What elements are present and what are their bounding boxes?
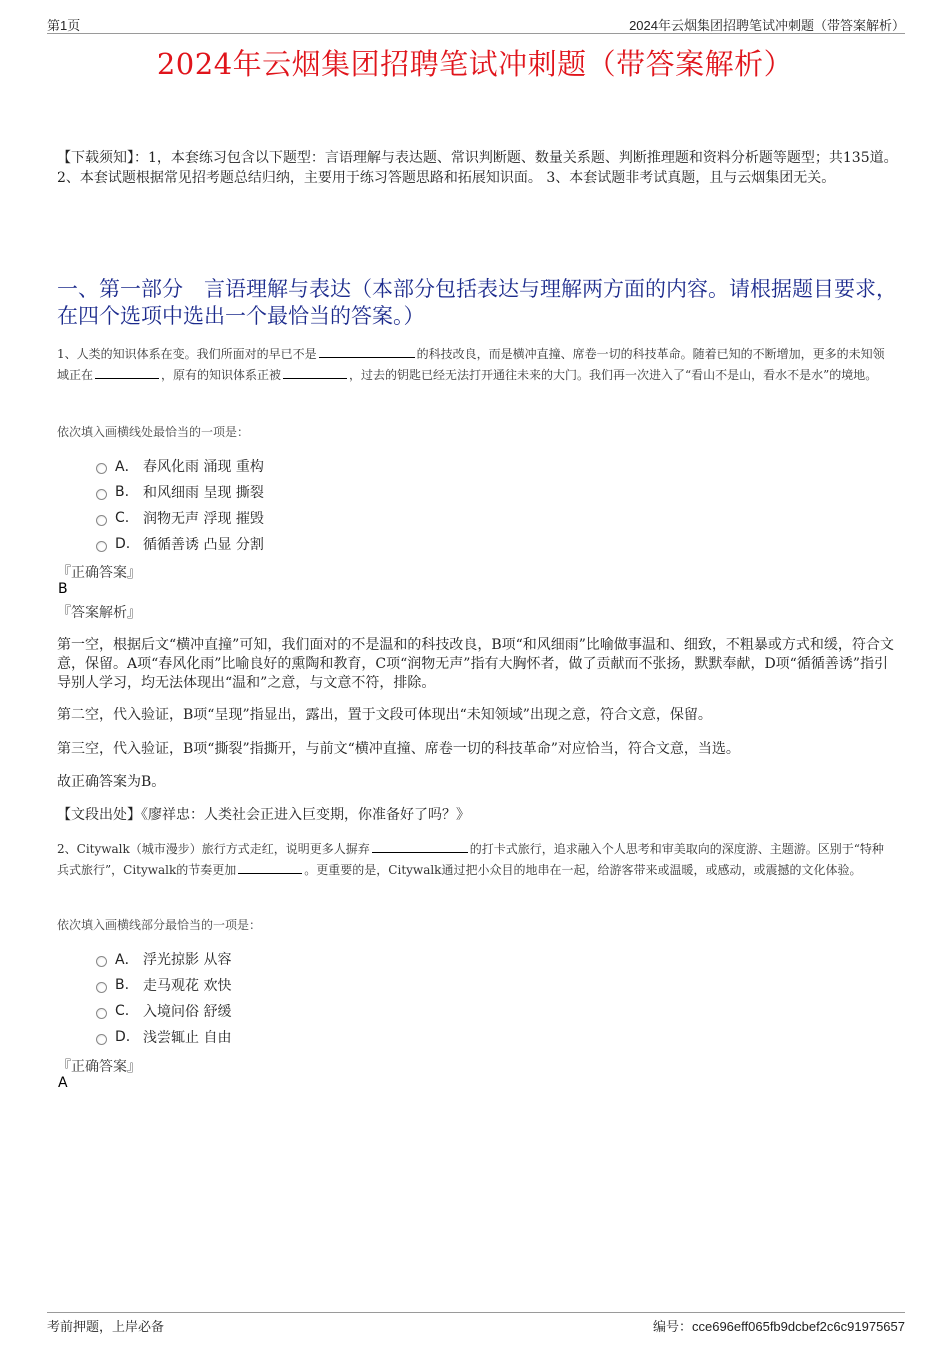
- radio-icon[interactable]: [96, 489, 107, 500]
- stem-text: 的科技改良，而是横冲直撞、席卷一切的科技革命。随着已知的不断增加，更多的未知领域正在: [57, 347, 885, 382]
- option-b[interactable]: [96, 972, 231, 998]
- stem-text: ，原有的知识体系正被: [161, 368, 282, 382]
- stem-text: 的打卡式旅行，追求融入个人思考和审美取向的深度游、主题游。区别于“特种兵式旅行”，Citywalk的节奏更加: [57, 842, 884, 877]
- option-letter: C.: [115, 510, 130, 526]
- blank-2: [95, 365, 159, 379]
- question-2-prompt: 依次填入画横线部分最恰当的一项是：: [57, 918, 262, 932]
- question-2-stem: [57, 839, 895, 881]
- header-doc-title: 2024年云烟集团招聘笔试冲刺题（带答案解析）: [629, 18, 905, 33]
- question-1-stem: [57, 344, 895, 386]
- analysis-paragraph-3: 第三空，代入验证，B项“撕裂”指撕开，与前文“横冲直撞、席卷一切的科技革命”对应恰当，符合文意，当选。: [57, 741, 740, 757]
- radio-icon[interactable]: [96, 956, 107, 967]
- stem-text: 2、Citywalk（城市漫步）旅行方式走红，说明更多人摒弃: [57, 842, 370, 856]
- option-text: 走马观花 欢快: [143, 978, 232, 994]
- document-code: 编号：cce696eff065fb9dcbef2c6c91975657: [652, 1319, 905, 1334]
- option-text: 浮光掠影 从容: [143, 952, 232, 968]
- radio-icon[interactable]: [96, 541, 107, 552]
- question-2-options: [96, 946, 231, 1050]
- option-a[interactable]: [96, 946, 231, 972]
- option-d[interactable]: [96, 531, 264, 557]
- correct-answer-label: 『正确答案』: [57, 565, 141, 581]
- option-letter: A．: [115, 952, 139, 968]
- page-footer: [47, 1312, 905, 1334]
- analysis-paragraph-1: 第一空，根据后文“横冲直撞”可知，我们面对的不是温和的科技改良，B项“和风细雨”比喻做事温和、细致，不粗暴或方式和缓，符合文意，保留。A项“春风化雨”比喻良好的熏陶和教育，C项“润物无声”指有大胸怀者，做了贡献而不张扬，默默奉献，D项“循循善诱”指引导别人学习，均无法体现出“温和”之意，与文意不符，排除。: [57, 637, 894, 691]
- radio-icon[interactable]: [96, 1034, 107, 1045]
- option-d[interactable]: [96, 1024, 231, 1050]
- option-c[interactable]: [96, 505, 264, 531]
- radio-icon[interactable]: [96, 982, 107, 993]
- option-text: 入境问俗 舒缓: [143, 1004, 232, 1020]
- option-text: 润物无声 浮现 摧毁: [143, 511, 264, 527]
- option-c[interactable]: [96, 998, 231, 1024]
- option-letter: B.: [115, 977, 130, 993]
- option-letter: D.: [115, 536, 131, 552]
- option-letter: D.: [115, 1029, 131, 1045]
- radio-icon[interactable]: [96, 1008, 107, 1019]
- option-text: 春风化雨 涌现 重构: [143, 459, 264, 475]
- blank-1: [319, 344, 415, 358]
- page-header: [47, 14, 905, 34]
- download-notice: 【下载须知】：1，本套练习包含以下题型：言语理解与表达题、常识判断题、数量关系题、判断推理题和资料分析题等题型；共135道。 2、本套试题根据常见招考题总结归纳，主要用于练习答题思路和拓展知识面。 3、本套试题非考试真题，且与云烟集团无关。: [57, 150, 898, 186]
- analysis-paragraph-2: 第二空，代入验证，B项“呈现”指显出，露出，置于文段可体现出“未知领域”出现之意，符合文意，保留。: [57, 707, 712, 723]
- correct-answer: B: [58, 581, 68, 597]
- option-letter: C.: [115, 1003, 130, 1019]
- footer-slogan: 考前押题，上岸必备: [47, 1319, 165, 1334]
- question-1-prompt: 依次填入画横线处最恰当的一项是：: [57, 425, 250, 439]
- document-title: 2024年云烟集团招聘笔试冲刺题（带答案解析）: [156, 47, 794, 81]
- analysis-conclusion: 故正确答案为B。: [57, 774, 166, 790]
- option-letter: A．: [115, 459, 139, 475]
- section-heading: 一、第一部分 言语理解与表达（本部分包括表达与理解两方面的内容。请根据题目要求，在四个选项中选出一个最恰当的答案。）: [57, 277, 897, 328]
- page-number: 第1页: [47, 18, 81, 33]
- passage-source: 【文段出处】《廖祥忠：人类社会正进入巨变期，你准备好了吗？》: [57, 807, 470, 823]
- option-a[interactable]: [96, 453, 264, 479]
- blank-1: [372, 839, 468, 853]
- option-b[interactable]: [96, 479, 264, 505]
- radio-icon[interactable]: [96, 515, 107, 526]
- stem-text: ，过去的钥匙已经无法打开通往未来的大门。我们再一次进入了“看山不是山，看水不是水”的境地。: [349, 368, 878, 382]
- correct-answer: A: [58, 1075, 68, 1091]
- option-text: 循循善诱 凸显 分割: [143, 537, 264, 553]
- radio-icon[interactable]: [96, 463, 107, 474]
- option-letter: B.: [115, 484, 130, 500]
- correct-answer-label: 『正确答案』: [57, 1059, 141, 1075]
- stem-text: 1、人类的知识体系在变。我们所面对的早已不是: [57, 347, 317, 361]
- blank-3: [283, 365, 347, 379]
- option-text: 浅尝辄止 自由: [143, 1030, 232, 1046]
- option-text: 和风细雨 呈现 撕裂: [143, 485, 264, 501]
- stem-text: 。更重要的是，Citywalk通过把小众目的地串在一起，给游客带来或温暖，或感动，或震撼的文化体验。: [304, 863, 862, 877]
- analysis-label: 『答案解析』: [57, 605, 141, 621]
- blank-2: [238, 860, 302, 874]
- question-1-options: [96, 453, 264, 557]
